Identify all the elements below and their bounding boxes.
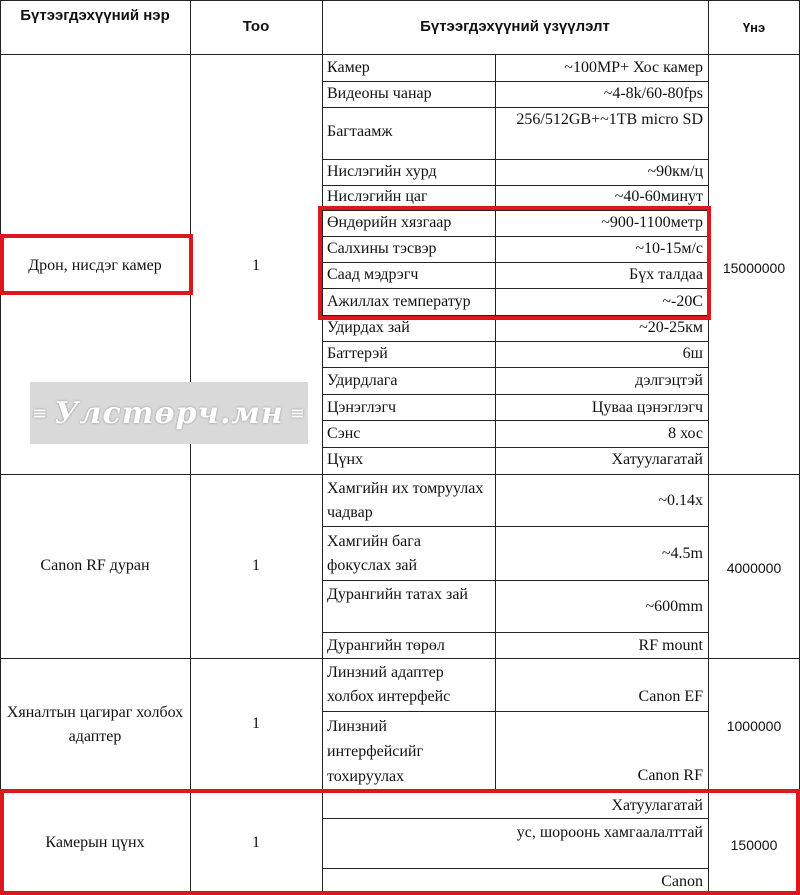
product-name: Дрон, нисдэг камер: [28, 257, 162, 274]
spec-label: Цэнэглэгч: [327, 399, 397, 416]
spec-value: Хатуулагатай: [611, 451, 703, 468]
highlight-box-camera-bag: [0, 789, 800, 895]
spec-value: 6ш: [682, 345, 703, 362]
table-border-left: [0, 0, 1, 895]
table-border-top: [0, 0, 800, 1]
product-qty: 1: [252, 715, 260, 732]
watermark-bars-right: ≡: [289, 402, 306, 424]
spec-value: ~20-25км: [639, 319, 703, 336]
product-qty: 1: [252, 834, 260, 851]
product-qty: 1: [252, 557, 260, 574]
header-price: Үнэ: [742, 20, 766, 35]
spec-label: Багтаамж: [327, 123, 393, 140]
spec-label: Нислэгийн хурд: [327, 163, 437, 180]
spec-label: Цүнх: [327, 451, 364, 468]
spec-label: Сэнс: [327, 425, 361, 442]
header-qty: Тоо: [242, 18, 270, 35]
spec-value: Хатуулагатай: [611, 797, 703, 814]
spec-value: ~4.5m: [661, 545, 703, 562]
spec-label: Саад мэдрэгч: [327, 266, 419, 283]
spec-value: ~10-15м/с: [635, 240, 703, 257]
spec-label: Камер: [327, 59, 370, 76]
product-name: Canon RF дуран: [40, 557, 150, 574]
spec-value: Canon RF: [637, 767, 703, 784]
highlight-box-specs: [318, 206, 711, 320]
spec-value: ~600mm: [645, 598, 703, 615]
spec-label: Линзний адаптер холбох интерфейс: [327, 664, 451, 705]
watermark-bars-left: ≡: [32, 402, 49, 424]
product-price: 1000000: [726, 718, 782, 734]
spec-label: Нислэгийн цаг: [327, 188, 428, 205]
spec-label: Видеоны чанар: [327, 85, 432, 102]
spec-value: ~90км/ц: [647, 163, 703, 180]
product-name: Камерын цүнх: [45, 834, 145, 851]
spec-value: 8 хос: [668, 425, 703, 442]
watermark: [30, 382, 308, 444]
watermark-text: Улстөрч.мн: [54, 395, 284, 431]
spec-label: Өндөрийн хязгаар: [327, 214, 452, 231]
spec-label: Удирдах зай: [327, 319, 410, 336]
product-name: Хяналтын цагираг холбох адаптер: [6, 704, 184, 745]
spec-label: Хамгийн их томруулах чадвар: [327, 480, 484, 521]
product-price: 4000000: [726, 560, 782, 576]
product-qty: 1: [252, 257, 260, 274]
spec-label: Салхины тэсвэр: [327, 240, 437, 257]
section-divider: [0, 658, 800, 659]
spec-label: Хамгийн бага фокуслах зай: [327, 533, 421, 574]
section-divider: [0, 474, 800, 475]
spec-value: Цуваа цэнэглэгч: [591, 399, 703, 416]
spec-value: ~0.14x: [658, 492, 703, 509]
spec-value: ~900-1100метр: [601, 214, 703, 231]
product-price: 150000: [730, 837, 778, 853]
spec-label: Баттерэй: [327, 345, 388, 362]
spec-value: Бүх талдаа: [629, 266, 703, 283]
spec-value: RF mount: [638, 637, 703, 654]
spec-value: ус, шороонь хамгаалалттай: [516, 824, 703, 841]
spec-value: Canon EF: [638, 688, 703, 705]
spec-label: Ажиллах температур: [327, 293, 471, 310]
spec-value: ~40-60минут: [614, 188, 703, 205]
spec-label: Дурангийн татах зай: [327, 586, 468, 603]
highlight-box-product-name: [0, 234, 193, 295]
spec-value: ~-20C: [662, 293, 703, 310]
spec-value: ~4-8k/60-80fps: [603, 85, 703, 102]
product-price: 15000000: [722, 260, 786, 276]
header-name: Бүтээгдэхүүний нэр: [20, 7, 170, 24]
spec-label: Линзний интерфейсийг тохируулах: [327, 718, 424, 785]
spec-value: Canon: [661, 873, 703, 890]
spec-label: Дурангийн төрөл: [327, 637, 445, 654]
spec-value: 256/512GB+~1TB micro SD: [516, 111, 703, 128]
spec-value: дэлгэцтэй: [635, 372, 703, 389]
header-spec: Бүтээгдэхүүний үзүүлэлт: [420, 18, 610, 35]
header-divider: [0, 54, 800, 55]
spec-label: Удирдлага: [327, 372, 398, 389]
spec-value: ~100MP+ Хос камер: [564, 59, 703, 76]
